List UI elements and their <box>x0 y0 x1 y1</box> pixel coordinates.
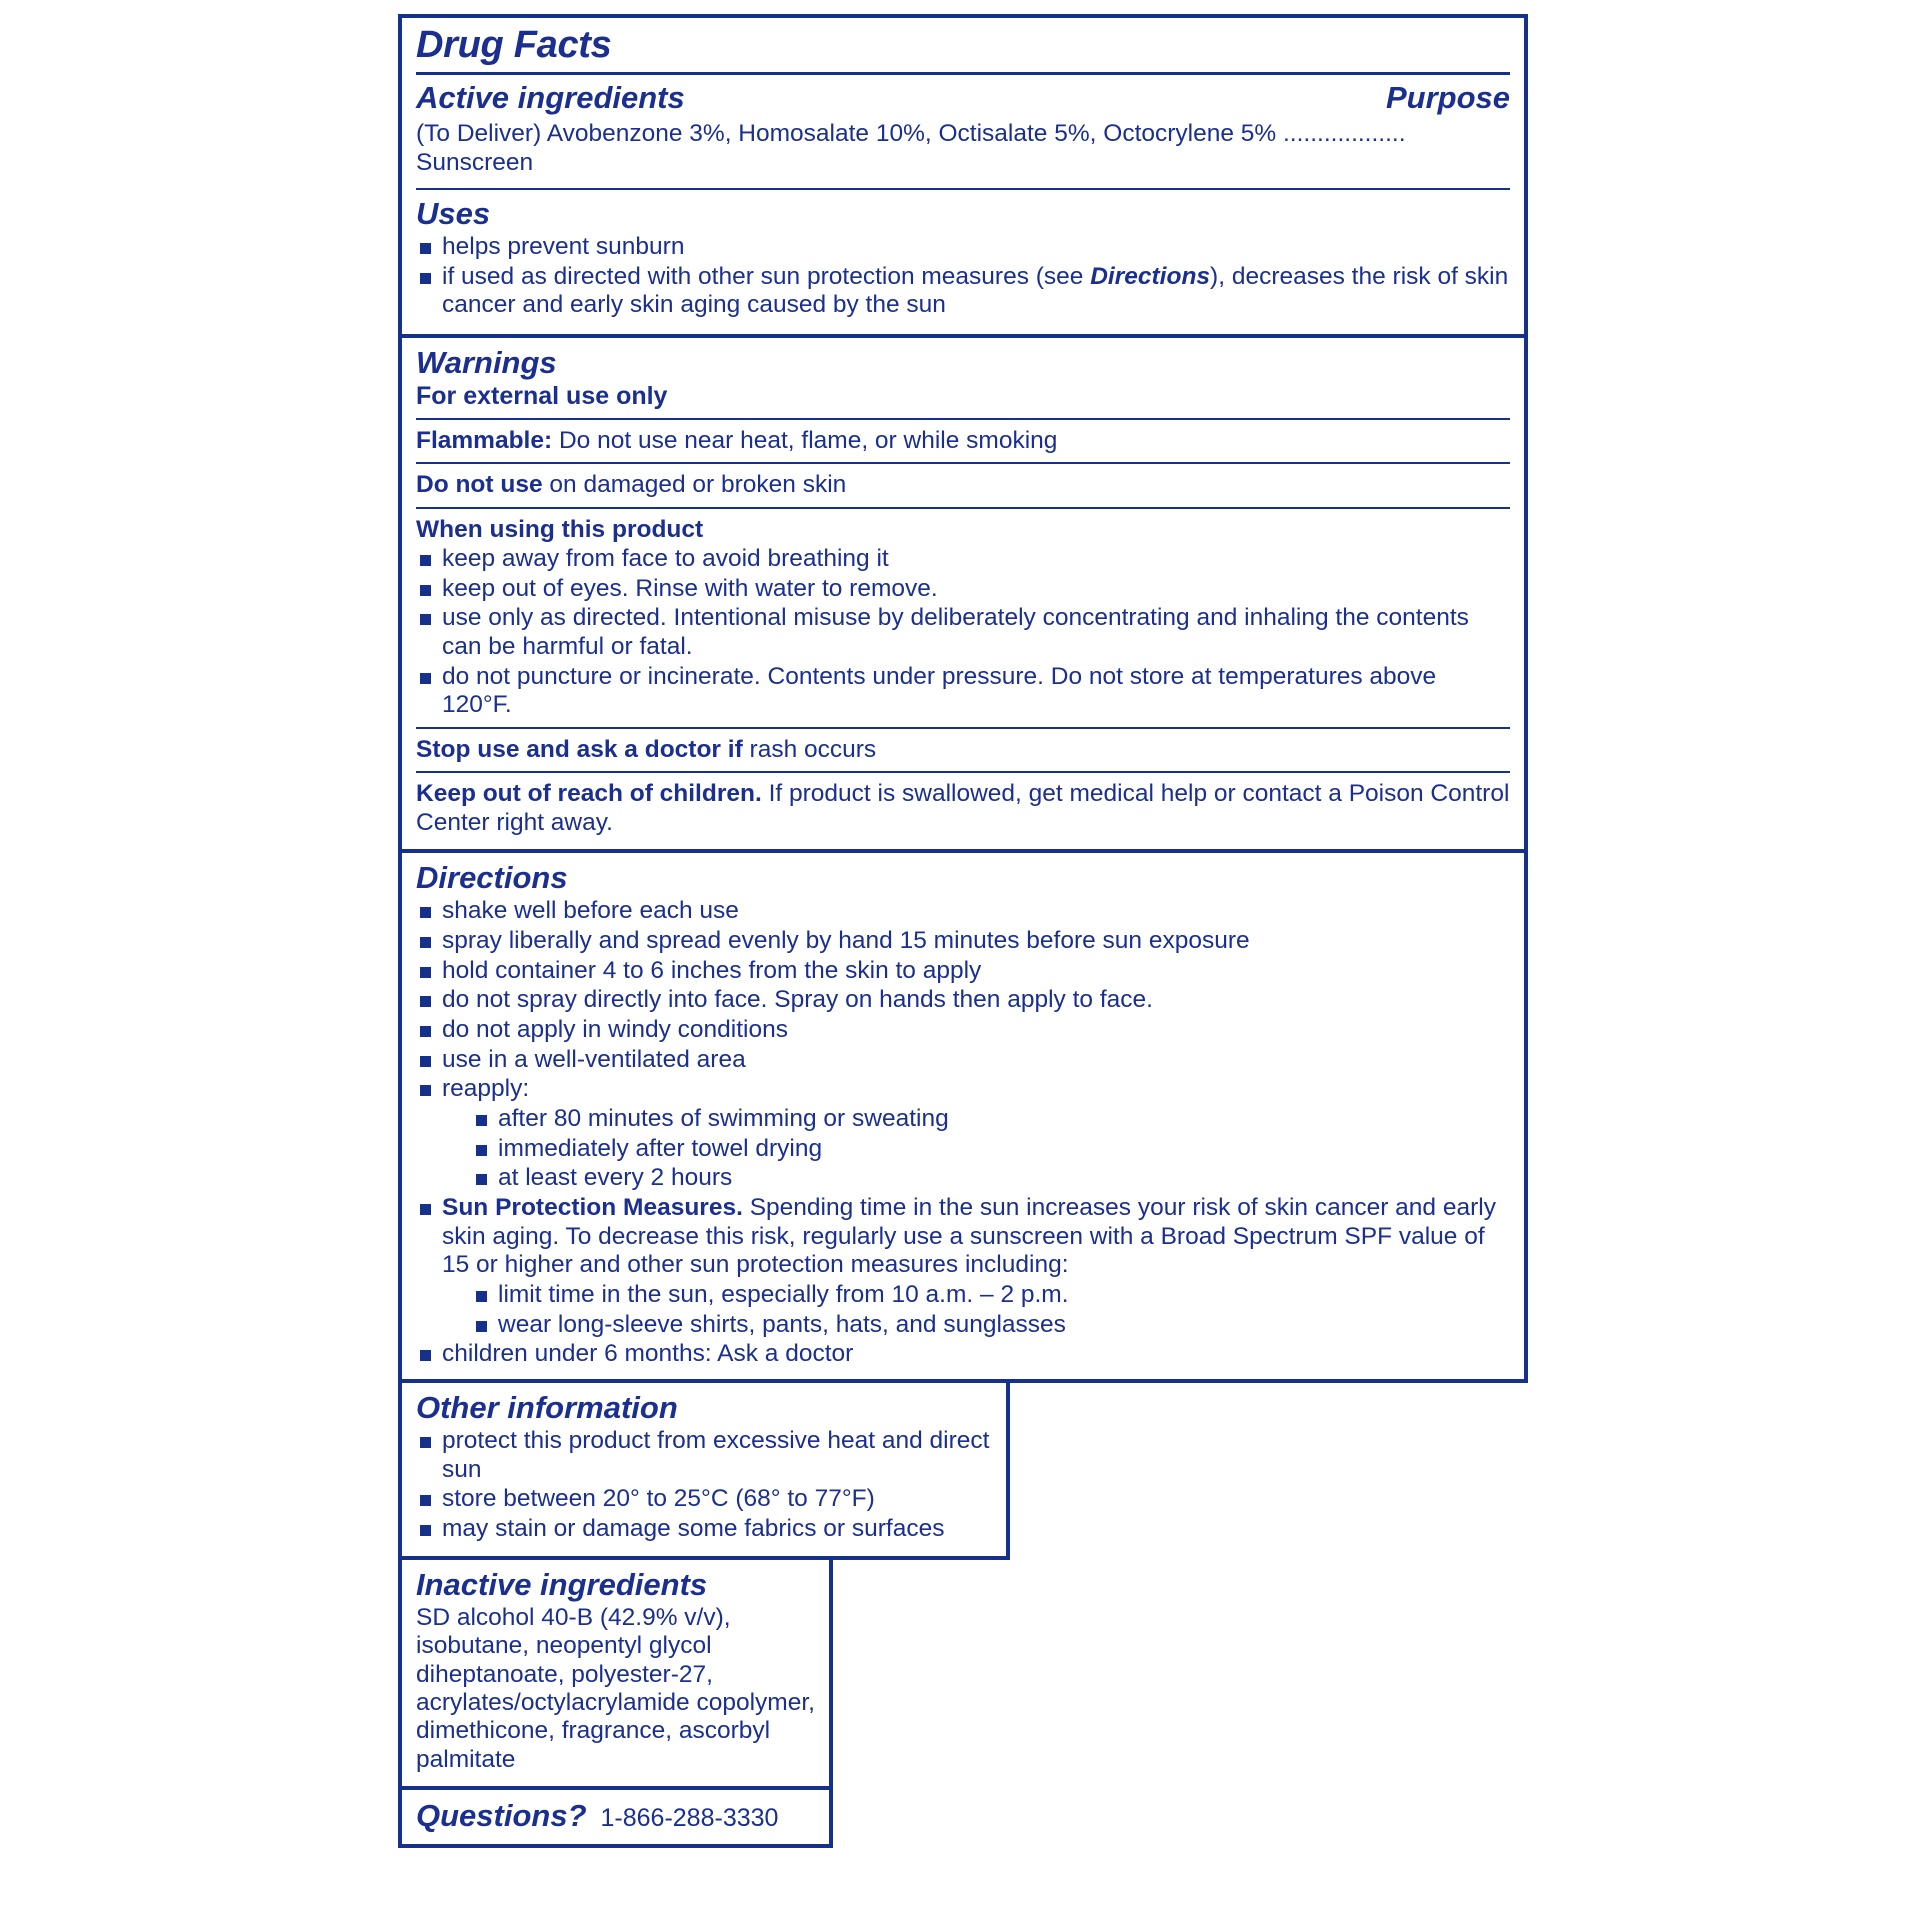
when-using-list <box>416 545 1510 720</box>
directions-box <box>398 853 1528 1383</box>
directions-heading: Directions <box>416 860 568 896</box>
drug-facts-panel <box>398 14 1528 1848</box>
other-information-list <box>416 1427 992 1544</box>
list-item <box>416 263 1510 320</box>
warnings-do-not-use <box>416 471 1510 499</box>
list-item: spray liberally and spread evenly by hand 15 minutes before sun exposure <box>416 927 1510 956</box>
uses-item2-emphasis: Directions <box>1090 262 1211 290</box>
inactive-ingredients-box <box>398 1560 833 1791</box>
reapply-list <box>472 1105 1510 1193</box>
warnings-divider-4 <box>416 727 1510 729</box>
active-ingredients-heading: Active ingredients <box>416 79 685 115</box>
warnings-heading: Warnings <box>416 344 557 380</box>
list-item: hold container 4 to 6 inches from the skin to apply <box>416 957 1510 986</box>
stop-use-text: rash occurs <box>742 736 877 764</box>
uses-item2-post: ), decreases the risk of skin cancer and early skin aging caused by the sun <box>442 262 1509 319</box>
active-ingredients-line: (To Deliver) Avobenzone 3%, Homosalate 10%, Octisalate 5%, Octocrylene 5% .................. Sunscreen <box>416 119 1406 177</box>
list-item: use only as directed. Intentional misuse by deliberately concentrating and inhaling the contents can be harmful or fatal. <box>416 604 1510 661</box>
list-item: do not puncture or incinerate. Contents under pressure. Do not store at temperatures above 120°F. <box>416 663 1510 720</box>
stop-use <box>416 736 1510 764</box>
purpose-heading: Purpose <box>1385 79 1510 115</box>
when-using-label: When using this product <box>416 515 704 543</box>
other-information-box <box>398 1383 1010 1560</box>
sun-protection-measures-text: Spending time in the sun increases your risk of skin cancer and early skin aging. To decrease this risk, regularly use a sunscreen with a Broad Spectrum SPF value of 15 or higher and other sun protection measures including: <box>442 1193 1496 1279</box>
list-item: do not apply in windy conditions <box>416 1016 1510 1045</box>
warnings-divider-5 <box>416 771 1510 773</box>
other-information-heading: Other information <box>416 1389 678 1425</box>
warnings-external-use: For external use only <box>416 381 668 410</box>
inactive-ingredients-heading: Inactive ingredients <box>416 1566 708 1602</box>
list-item: store between 20° to 25°C (68° to 77°F) <box>416 1485 992 1514</box>
flammable-label: Flammable: <box>416 426 553 454</box>
uses-heading: Uses <box>416 195 491 231</box>
list-item: do not spray directly into face. Spray on hands then apply to face. <box>416 986 1510 1015</box>
warnings-divider-1 <box>416 418 1510 420</box>
list-item: may stain or damage some fabrics or surfaces <box>416 1515 992 1544</box>
header-and-uses-box <box>398 14 1528 338</box>
list-item: wear long-sleeve shirts, pants, hats, and sunglasses <box>472 1311 1510 1340</box>
list-item: shake well before each use <box>416 897 1510 926</box>
list-item <box>416 1075 1510 1193</box>
keep-out-label: Keep out of reach of children. <box>416 780 762 808</box>
stop-use-label: Stop use and ask a doctor if <box>416 736 743 764</box>
list-item: limit time in the sun, especially from 10 a.m. – 2 p.m. <box>472 1281 1510 1310</box>
warnings-box <box>398 338 1528 853</box>
uses-list <box>416 233 1510 320</box>
title-divider <box>416 72 1510 75</box>
list-item: at least every 2 hours <box>472 1164 1510 1193</box>
keep-out-text: If product is swallowed, get medical help or contact a Poison Control Center right away. <box>416 780 1510 836</box>
list-item: keep out of eyes. Rinse with water to remove. <box>416 575 1510 604</box>
list-item: after 80 minutes of swimming or sweating <box>472 1105 1510 1134</box>
sun-protection-measures-label: Sun Protection Measures. <box>442 1193 743 1221</box>
page-title: Drug Facts <box>416 24 612 66</box>
uses-item2-pre: if used as directed with other sun protection measures (see <box>442 262 1091 290</box>
reapply-label: reapply: <box>442 1075 530 1103</box>
list-item: keep away from face to avoid breathing it <box>416 545 1510 574</box>
active-ingredients-header-row <box>416 81 1510 117</box>
sun-protection-measures-list <box>472 1281 1510 1339</box>
list-item: protect this product from excessive heat and direct sun <box>416 1427 992 1484</box>
list-item <box>416 1194 1510 1339</box>
do-not-use-label: Do not use <box>416 471 543 499</box>
warnings-flammable <box>416 427 1510 455</box>
questions-phone[interactable]: 1-866-288-3330 <box>600 1804 779 1833</box>
warnings-divider-2 <box>416 462 1510 464</box>
flammable-text: Do not use near heat, flame, or while smoking <box>552 426 1058 454</box>
list-item: helps prevent sunburn <box>416 233 1510 262</box>
list-item: use in a well-ventilated area <box>416 1046 1510 1075</box>
inactive-ingredients-text: SD alcohol 40-B (42.9% v/v), isobutane, neopentyl glycol diheptanoate, polyester-27, acrylates/octylacrylamide copolymer, dimethicone, fragrance, ascorbyl palmitate <box>416 1603 815 1773</box>
uses-divider <box>416 188 1510 190</box>
do-not-use-text: on damaged or broken skin <box>542 471 847 499</box>
questions-box <box>398 1790 833 1848</box>
questions-heading: Questions? <box>416 1798 587 1834</box>
list-item: immediately after towel drying <box>472 1135 1510 1164</box>
directions-list <box>416 897 1510 1369</box>
keep-out-of-reach <box>416 780 1510 837</box>
warnings-divider-3 <box>416 507 1510 509</box>
list-item: children under 6 months: Ask a doctor <box>416 1340 1510 1369</box>
